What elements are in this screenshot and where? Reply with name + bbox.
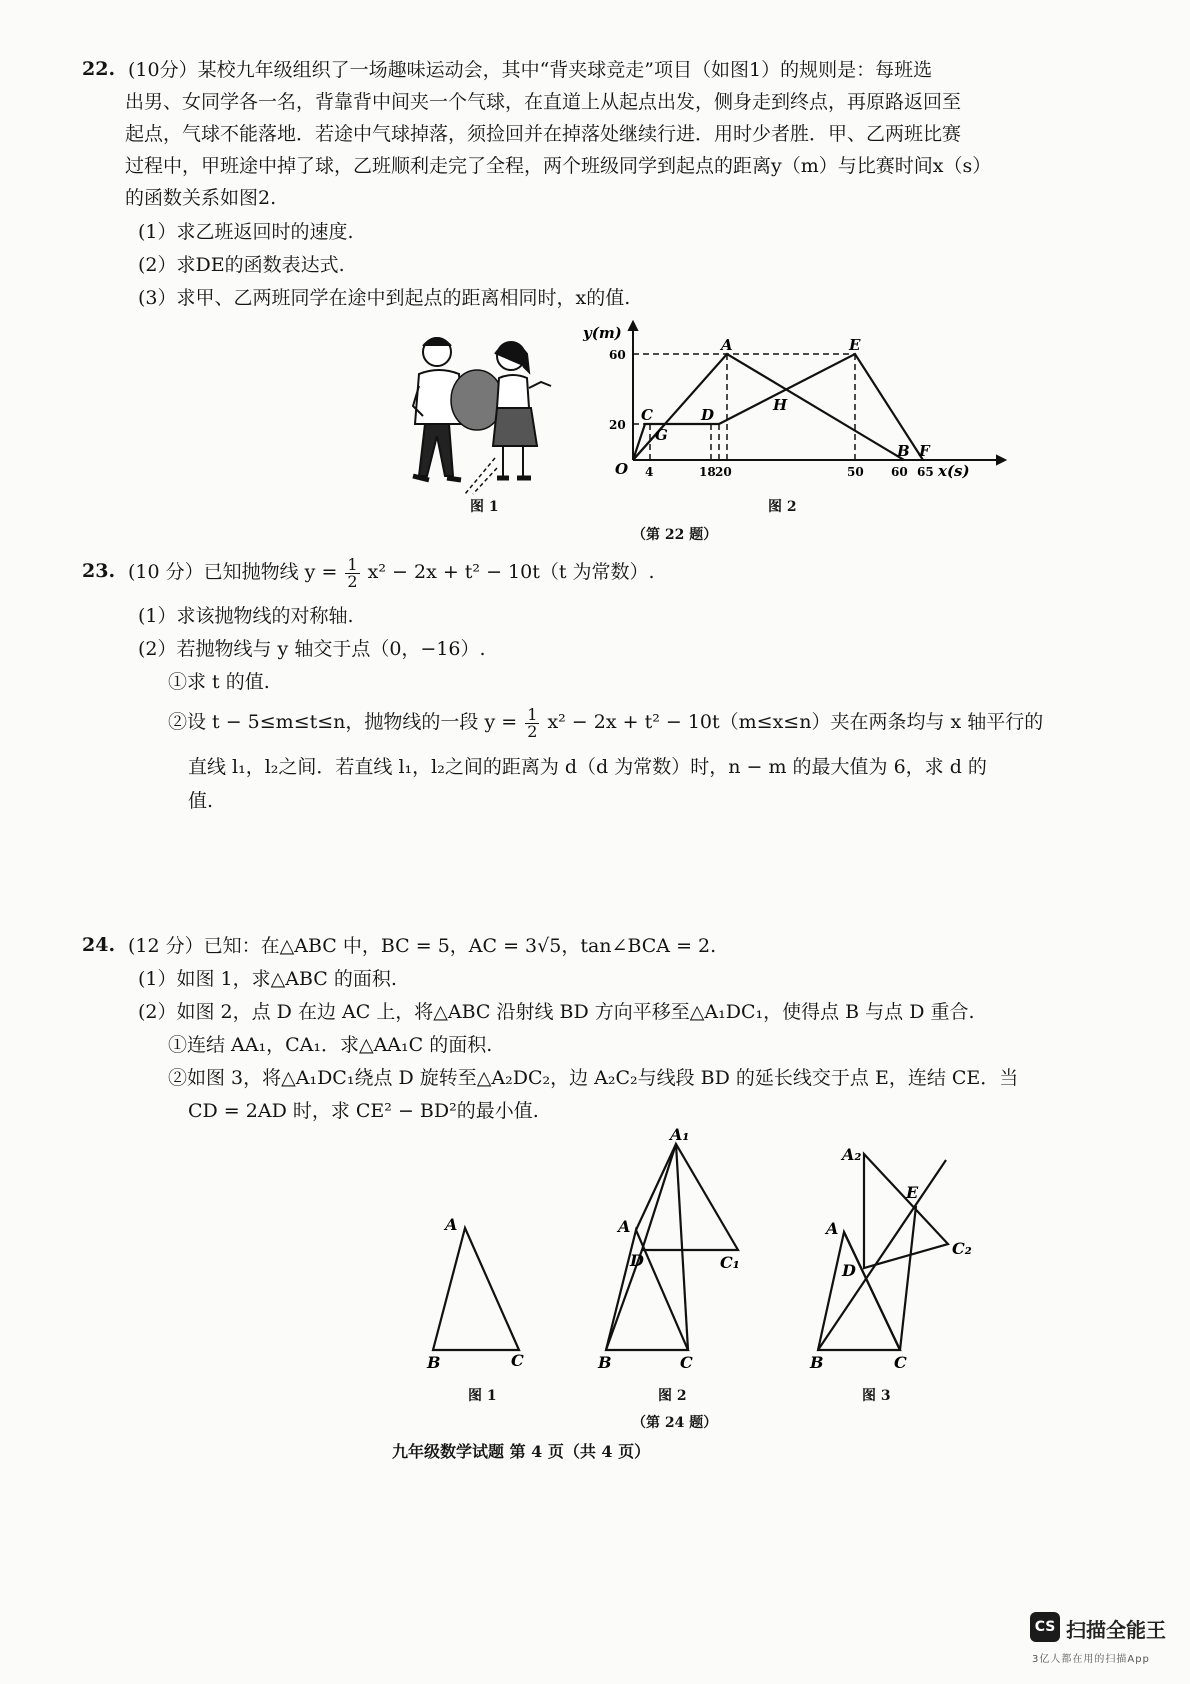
fig3-label-A: A — [826, 1219, 839, 1238]
q24-caption: （第 24 题） — [632, 1415, 718, 1431]
q23-part-2b-line3: 值. — [188, 790, 214, 812]
triangle-a1dc1 — [642, 1144, 738, 1250]
graph-point-C: C — [641, 406, 653, 424]
q24-figure-2-caption: 图 2 — [658, 1388, 687, 1404]
graph-x-tick-50: 50 — [847, 465, 864, 479]
graph-x-tick-20: 20 — [715, 465, 732, 479]
fig2-label-C1: C₁ — [720, 1253, 740, 1272]
q22-caption: （第 22 题） — [632, 527, 718, 543]
q24-part-2a: ①连结 AA₁，CA₁．求△AA₁C 的面积. — [168, 1034, 493, 1056]
q23-part-2b-line2: 直线 l₁，l₂之间．若直线 l₁，l₂之间的距离为 d（d 为常数）时，n − m 的最大值为 6，求 d 的 — [188, 756, 987, 778]
scanner-logo-subtitle: 3亿人都在用的扫描App — [1032, 1654, 1150, 1665]
graph-x-label: x(s) — [938, 462, 970, 480]
fig3-label-D: D — [842, 1261, 856, 1280]
graph-y-label: y(m) — [583, 324, 622, 342]
graph-point-G: G — [655, 426, 668, 444]
y-axis-arrow — [629, 322, 637, 330]
graph-point-A: A — [721, 336, 733, 354]
graph-x-tick-4: 4 — [645, 465, 654, 479]
q24-figure-3-caption: 图 3 — [862, 1388, 891, 1404]
q22-figure-2-graph — [583, 320, 1000, 495]
q23-part-2: (2）若抛物线与 y 轴交于点（0，−16）. — [138, 638, 486, 660]
q23-part-2b-fraction — [525, 704, 539, 741]
q23-number: 23. — [82, 560, 116, 582]
graph-point-D: D — [701, 406, 715, 424]
q23-part-2a: ①求 t 的值. — [168, 671, 270, 693]
q22-line-3: 起点，气球不能落地．若途中气球掉落，须捡回并在掉落处继续行进．用时少者胜．甲、乙两班比赛 — [125, 123, 962, 145]
q23-part-1: (1）求该抛物线的对称轴. — [138, 605, 354, 627]
q24-part-2b-line2: CD = 2AD 时，求 CE² − BD²的最小值. — [188, 1100, 539, 1122]
graph-y-tick-60: 60 — [609, 348, 626, 362]
fig1-label-B: B — [427, 1353, 441, 1372]
fig1-label-A: A — [445, 1215, 458, 1234]
q22-line-4: 过程中，甲班途中掉了球，乙班顺利走完了全程，两个班级同学到起点的距离y（m）与比赛时间x（s） — [125, 155, 992, 177]
triangle-a2dc2 — [864, 1154, 948, 1268]
q24-head: (12 分）已知：在△ABC 中，BC = 5，AC = 3√5，tan∠BCA = 2. — [128, 935, 717, 957]
q24-part-2: (2）如图 2，点 D 在边 AC 上，将△ABC 沿射线 BD 方向平移至△A₁DC₁，使得点 B 与点 D 重合. — [138, 1001, 975, 1023]
fig3-label-B: B — [810, 1353, 824, 1372]
scanner-watermark — [1030, 1612, 1180, 1674]
q22-figure-2-caption: 图 2 — [768, 499, 797, 515]
q22-part-2: (2）求DE的函数表达式. — [138, 254, 345, 276]
segment-aa1 — [636, 1144, 676, 1230]
fig2-label-B: B — [598, 1353, 612, 1372]
q23-head-tail: x² − 2x + t² − 10t（t 为常数）. — [367, 561, 655, 583]
q22-line-1: (10分）某校九年级组织了一场趣味运动会，其中“背夹球竞走”项目（如图1）的规则是：每班选 — [128, 59, 933, 81]
q24-figure-1-caption: 图 1 — [468, 1388, 497, 1404]
q23-fraction-den: 2 — [347, 571, 358, 591]
q22-figure-1-caption: 图 1 — [470, 499, 499, 515]
q23-part-2b-head: ②设 t − 5≤m≤t≤n，抛物线的一段 y = — [168, 711, 518, 733]
q23-part-2b — [168, 702, 1043, 742]
graph-origin: O — [615, 460, 629, 478]
ray-bd-extended — [818, 1160, 946, 1350]
fig3-label-C: C — [894, 1353, 907, 1372]
q24-number: 24. — [82, 934, 116, 956]
graph-x-tick-18: 18 — [699, 465, 716, 479]
q23-part-2b-tail: x² − 2x + t² − 10t（m≤x≤n）夹在两条均与 x 轴平行的 — [547, 711, 1044, 733]
q24-figure-3 — [808, 1140, 993, 1372]
q24-part-2b: ②如图 3，将△A₁DC₁绕点 D 旋转至△A₂DC₂，边 A₂C₂与线段 BD 的延长线交于点 E，连结 CE．当 — [168, 1067, 1019, 1089]
triangle-abc — [606, 1230, 688, 1350]
graph-y-tick-20: 20 — [609, 418, 626, 432]
q22-line-5: 的函数关系如图2. — [125, 187, 277, 209]
q22-number: 22. — [82, 58, 116, 80]
q23-part-2b-fraction-num: 1 — [527, 704, 538, 724]
graph-point-F: F — [919, 442, 930, 460]
triangle-abc — [433, 1228, 519, 1350]
page-footer: 九年级数学试题 第 4 页（共 4 页） — [392, 1442, 651, 1461]
graph-point-B: B — [897, 442, 910, 460]
x-axis-arrow — [997, 456, 1005, 464]
q24-part-1: (1）如图 1，求△ABC 的面积. — [138, 968, 397, 990]
graph-point-H: H — [773, 396, 788, 414]
graph-x-tick-60: 60 — [891, 465, 908, 479]
q24-figure-1 — [425, 1200, 535, 1370]
fig2-label-A1: A₁ — [670, 1125, 690, 1144]
scanner-logo-title: 扫描全能王 — [1066, 1618, 1166, 1642]
q22-part-3: (3）求甲、乙两班同学在途中到起点的距离相同时，x的值. — [138, 287, 631, 309]
q23-head-text: (10 分）已知抛物线 y = — [128, 561, 338, 583]
fig3-label-A2: A₂ — [842, 1145, 862, 1164]
q23-fraction — [345, 554, 359, 591]
graph-point-E: E — [849, 336, 861, 354]
scanner-logo-icon: CS — [1030, 1612, 1060, 1642]
q23-head — [128, 552, 655, 592]
segment-ca1 — [676, 1144, 688, 1350]
class-yi-path — [633, 354, 904, 460]
q24-figure-2 — [596, 1122, 756, 1372]
fig3-label-E: E — [906, 1183, 919, 1202]
fig2-label-C: C — [680, 1353, 693, 1372]
graph-x-tick-65: 65 — [917, 465, 934, 479]
q22-part-1: (1）求乙班返回时的速度. — [138, 221, 354, 243]
q23-fraction-num: 1 — [347, 554, 358, 574]
fig2-label-A: A — [618, 1217, 631, 1236]
fig3-label-C2: C₂ — [952, 1239, 972, 1258]
q23-part-2b-fraction-den: 2 — [527, 721, 538, 741]
fig1-label-C: C — [511, 1351, 524, 1370]
q22-line-2: 出男、女同学各一名，背靠背中间夹一个气球，在直道上从起点出发，侧身走到终点，再原路返回至 — [125, 91, 962, 113]
fig2-label-D: D — [630, 1251, 644, 1270]
segment-ce — [900, 1206, 916, 1350]
